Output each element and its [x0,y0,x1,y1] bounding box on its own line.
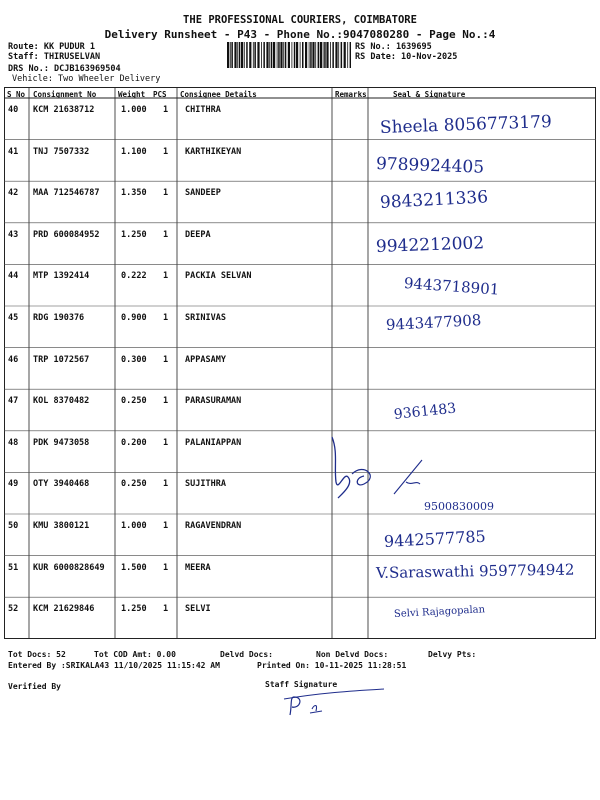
barcode-bar [254,42,256,68]
rs-date: RS Date: 10-Nov-2025 [355,52,458,62]
total-docs: Tot Docs: 52 [8,650,66,659]
col-header-seal-signature: Seal & Signature [393,90,466,99]
barcode-bar [335,42,337,68]
cell-consignee: KARTHIKEYAN [185,146,242,157]
handwritten-signature: 9942212002 [375,233,485,257]
handwritten-signature: Selvi Rajagopalan [393,604,486,621]
verified-by-label: Verified By [8,682,61,691]
cell-consignee: APPASAMY [185,354,226,365]
cell-pcs: 1 [163,229,169,240]
barcode-bar [323,42,324,68]
drs-number: DRS No.: DCJB163969504 [8,64,121,74]
cell-sno: 40 [8,105,19,115]
handwritten-signature: 9443718901 [403,274,500,300]
cell-consignee: SANDEEP [185,188,221,199]
cell-consignee: PARASURAMAN [185,396,242,407]
barcode-bar [283,42,284,68]
total-cod-amount: Tot COD Amt: 0.00 [94,650,176,659]
printed-on: Printed On: 10-11-2025 11:28:51 [257,661,407,670]
barcode-bar [278,42,280,68]
cell-consignment: OTY 3940468 [33,479,90,490]
cell-weight: 0.900 [121,313,147,323]
cell-weight: 1.500 [121,562,147,573]
cell-sno: 45 [8,313,19,323]
cell-weight: 1.250 [121,604,147,615]
cell-weight: 1.250 [121,229,147,240]
vehicle-label: Vehicle: Two Wheeler Delivery [12,74,161,84]
cell-consignment: PDK 9473058 [33,437,90,448]
cell-sno: 51 [8,562,19,573]
cell-weight: 0.250 [121,479,147,490]
barcode-bar [231,42,233,68]
barcode-bar [315,42,316,68]
handwritten-signature: V.Saraswathi 9597794942 [375,560,575,582]
col-header-consignment: Consignment No [33,90,97,99]
barcode-bar [332,42,334,68]
barcode-bar [285,42,287,68]
cell-consignment: RDG 190376 [33,313,85,323]
barcode-image [227,42,351,68]
barcode-bar [312,42,314,68]
cell-pcs: 1 [163,354,169,365]
col-header-pcs: PCS [153,90,167,99]
cell-sno: 49 [8,479,19,490]
barcode-bar [324,42,326,68]
cell-sno: 46 [8,354,19,365]
barcode-bar [266,42,268,68]
cell-sno: 52 [8,604,19,615]
cell-weight: 0.200 [121,437,147,448]
cell-sno: 47 [8,396,19,407]
barcode-bar [344,42,346,68]
cell-pcs: 1 [163,313,169,323]
barcode-bar [296,42,298,68]
barcode-bar [257,42,259,68]
signature-scribble [324,432,444,507]
table-grid [4,87,596,639]
barcode-bar [292,42,293,68]
cell-pcs: 1 [163,271,169,282]
cell-weight: 0.222 [121,271,147,282]
col-header-sno: S No [7,90,26,99]
cell-consignee: SUJITHRA [185,479,226,490]
handwritten-signature: 9443477908 [385,311,482,334]
barcode-bar [330,42,331,68]
delivered-docs: Delvd Docs: [220,650,273,659]
barcode-bar [249,42,251,68]
cell-consignment: MTP 1392414 [33,271,90,282]
cell-consignment: KOL 8370482 [33,396,90,407]
barcode-bar [338,42,339,68]
cell-weight: 1.000 [121,105,147,115]
handwritten-signature: 9442577785 [383,526,487,551]
handwritten-signature: 9361483 [393,400,457,424]
staff-signature-scribble [280,685,390,720]
barcode-bar [246,42,248,68]
barcode-bar [263,42,265,68]
barcode-bar [269,42,270,68]
cell-consignment: TRP 1072567 [33,354,90,365]
cell-sno: 43 [8,229,19,240]
cell-consignment: KCM 21629846 [33,604,95,615]
cell-pcs: 1 [163,562,169,573]
cell-sno: 48 [8,437,19,448]
barcode-bar [288,42,290,68]
barcode-bar [261,42,262,68]
barcode-bar [305,42,307,68]
barcode-bar [300,42,301,68]
cell-pcs: 1 [163,188,169,199]
cell-consignee: RAGAVENDRAN [185,521,242,531]
barcode-bar [271,42,273,68]
barcode-bar [234,42,236,68]
cell-consignee: CHITHRA [185,105,221,115]
barcode-bar [294,42,296,68]
barcode-bar [244,42,245,68]
barcode-bar [302,42,304,68]
barcode-bar [280,42,282,68]
barcode-bar [347,42,348,68]
cell-consignee: PALANIAPPAN [185,437,242,448]
barcode-bar [341,42,343,68]
cell-sno: 42 [8,188,19,199]
handwritten-signature: 9789924405 [375,153,485,178]
cell-sno: 41 [8,146,19,157]
cell-pcs: 1 [163,521,169,531]
barcode-bar [237,42,238,68]
staff-label: Staff: THIRUSELVAN [8,52,101,62]
cell-pcs: 1 [163,604,169,615]
cell-pcs: 1 [163,146,169,157]
cell-consignee: SRINIVAS [185,313,226,323]
cell-weight: 1.350 [121,188,147,199]
handwritten-signature: Sheela 8056773179 [379,112,553,138]
barcode-bar [277,42,278,68]
cell-weight: 1.100 [121,146,147,157]
cell-consignment: MAA 712546787 [33,188,100,199]
cell-pcs: 1 [163,437,169,448]
barcode-bar [310,42,312,68]
barcode-bar [253,42,254,68]
cell-pcs: 1 [163,479,169,490]
cell-pcs: 1 [163,396,169,407]
cell-consignee: SELVI [185,604,211,615]
barcode-bar [241,42,243,68]
barcode-bar [239,42,241,68]
cell-weight: 0.300 [121,354,147,365]
barcode-bar [227,42,229,68]
runsheet-title: Delivery Runsheet - P43 - Phone No.:9047080280 - Page No.:4 [104,28,496,41]
delivery-table [4,87,596,639]
col-header-weight: Weight [118,90,146,99]
cell-sno: 44 [8,271,19,282]
non-delivered-docs: Non Delvd Docs: [316,650,389,659]
cell-consignee: PACKIA SELVAN [185,271,252,282]
delivery-points: Delvy Pts: [428,650,477,659]
cell-weight: 1.000 [121,521,147,531]
cell-consignment: KMU 3800121 [33,521,90,531]
handwritten-signature: 9843211336 [379,187,489,214]
barcode-bar [326,42,328,68]
cell-consignee: MEERA [185,562,211,573]
barcode-bar [230,42,231,68]
cell-consignment: KCM 21638712 [33,105,95,115]
barcode-bar [273,42,275,68]
entered-by: Entered By :SRIKALA43 11/10/2025 11:15:42 AM [8,661,220,670]
route-label: Route: KK PUDUR 1 [8,42,95,52]
barcode-bar [309,42,310,68]
col-header-consignee: Consignee Details [180,90,257,99]
cell-consignment: KUR 6000828649 [33,562,105,573]
cell-consignment: PRD 600084952 [33,229,100,240]
rs-number: RS No.: 1639695 [355,42,432,52]
barcode-bar [350,42,351,68]
cell-consignee: DEEPA [185,229,211,240]
col-header-remarks: Remarks [335,90,367,99]
cell-weight: 0.250 [121,396,147,407]
handwritten-signature: 9500830009 [424,500,494,514]
company-name: THE PROFESSIONAL COURIERS, COIMBATORE [183,14,417,26]
cell-sno: 50 [8,521,19,531]
staff-signature-label: Staff Signature [265,680,338,689]
cell-pcs: 1 [163,105,169,115]
barcode-bar [318,42,320,68]
cell-consignment: TNJ 7507332 [33,146,90,157]
barcode-bar [320,42,322,68]
